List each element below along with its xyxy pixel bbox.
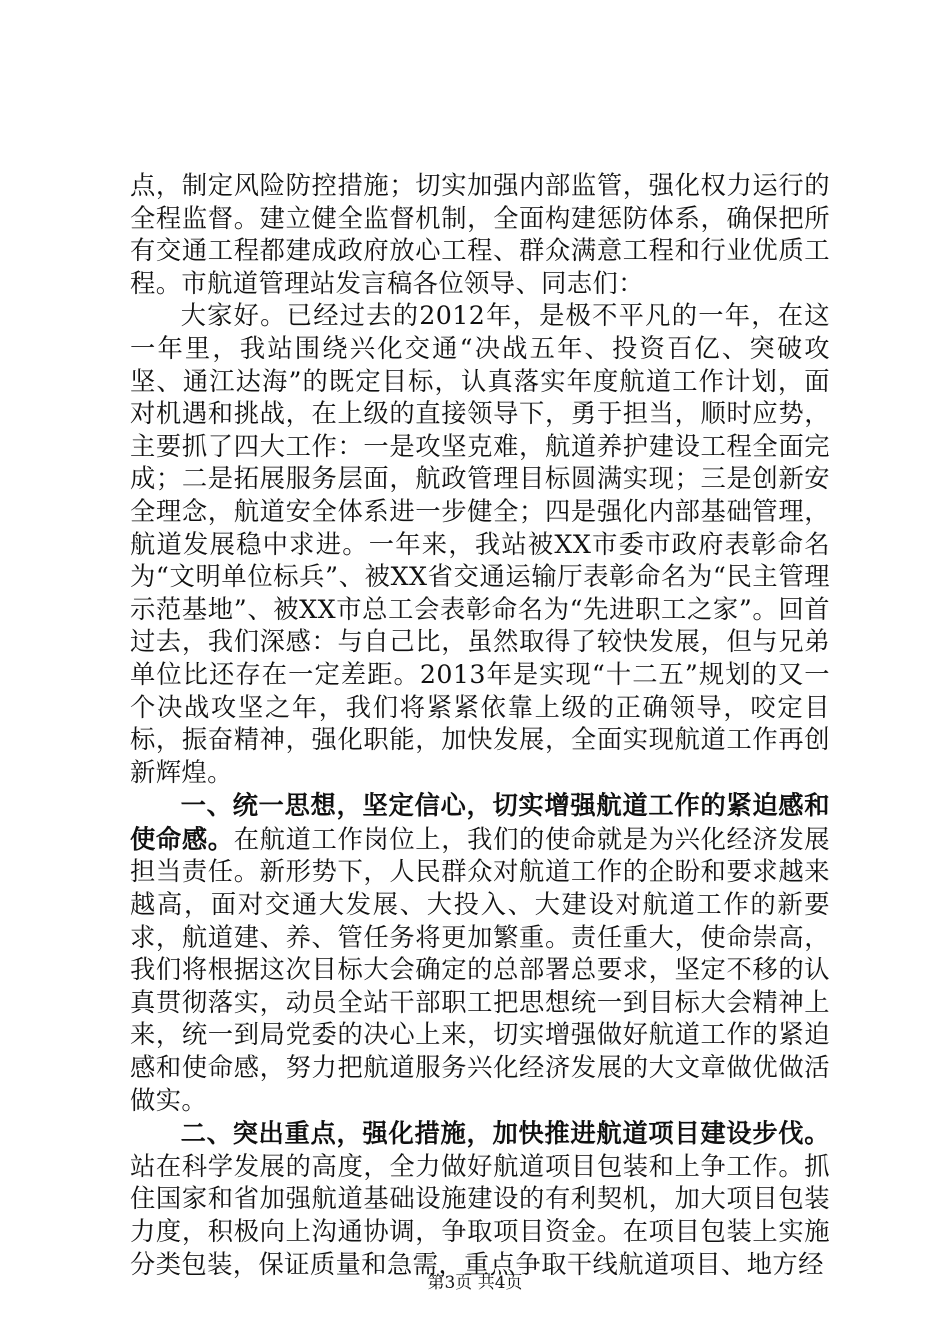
paragraph-4-text: 站在科学发展的高度，全力做好航道项目包装和上争工作。抓住国家和省加强航道基础设施建设的有利契机，加大项目包装力度，积极向上沟通协调，争取项目资金。在项目包装上实施分类包装，保证质量和急需，重点争取干线航道项目、地方经 (130, 1151, 830, 1279)
paragraph-4 (130, 1117, 830, 1281)
paragraph-3-text: 在航道工作岗位上，我们的使命就是为兴化经济发展担当责任。新形势下，人民群众对航道工作的企盼和要求越来越高，面对交通大发展、大投入、大建设对航道工作的新要求，航道建、养、管任务将更加繁重。责任重大，使命崇高，我们将根据这次目标大会确定的总部署总要求，坚定不移的认真贯彻落实，动员全站干部职工把思想统一到目标大会精神上来，统一到局党委的决心上来，切实增强做好航道工作的紧迫感和使命感，努力把航道服务兴化经济发展的大文章做优做活做实。 (130, 824, 831, 1115)
section-heading-2: 二、突出重点，强化措施，加快推进航道项目建设步伐。 (180, 1118, 830, 1149)
section-heading-1: 一、统一思想，坚定信心，切实增强航道工作的紧迫感和使命感。 (130, 790, 830, 854)
paragraph-1 (130, 170, 830, 300)
paragraph-2-text: 大家好。已经过去的2012年，是极不平凡的一年，在这一年里，我站围绕兴化交通“决战五年、投资百亿、突破攻坚、通江达海”的既定目标，认真落实年度航道工作计划，面对机遇和挑战，在上级的直接领导下，勇于担当，顺时应势，主要抓了四大工作：一是攻坚克难，航道养护建设工程全面完成；二是拓展服务层面，航政管理目标圆满实现；三是创新安全理念，航道安全体系进一步健全；四是强化内部基础管理，航道发展稳中求进。一年来，我站被XX市委市政府表彰命名为“文明单位标兵”、被XX省交通运输厅表彰命名为“民主管理示范基地”、被XX市总工会表彰命名为“先进职工之家”。回首过去，我们深感：与自己比，虽然取得了较快发展，但与兄弟单位比还存在一定差距。2013年是实现“十二五”规划的又一个决战攻坚之年，我们将紧紧依靠上级的正确领导，咬定目标，振奋精神，强化职能，加快发展，全面实现航道工作再创新辉煌。 (130, 301, 830, 787)
paragraph-3 (130, 789, 830, 1117)
paragraph-2 (130, 300, 830, 789)
paragraph-1-text: 点，制定风险防控措施；切实加强内部监管，强化权力运行的全程监督。建立健全监督机制，全面构建惩防体系，确保把所有交通工程都建成政府放心工程、群众满意工程和行业优质工程。市航道管理站发言稿各位领导、同志们： (130, 171, 830, 298)
document-body (130, 170, 830, 1281)
page-footer: 第3页 共4页 (427, 1273, 523, 1293)
